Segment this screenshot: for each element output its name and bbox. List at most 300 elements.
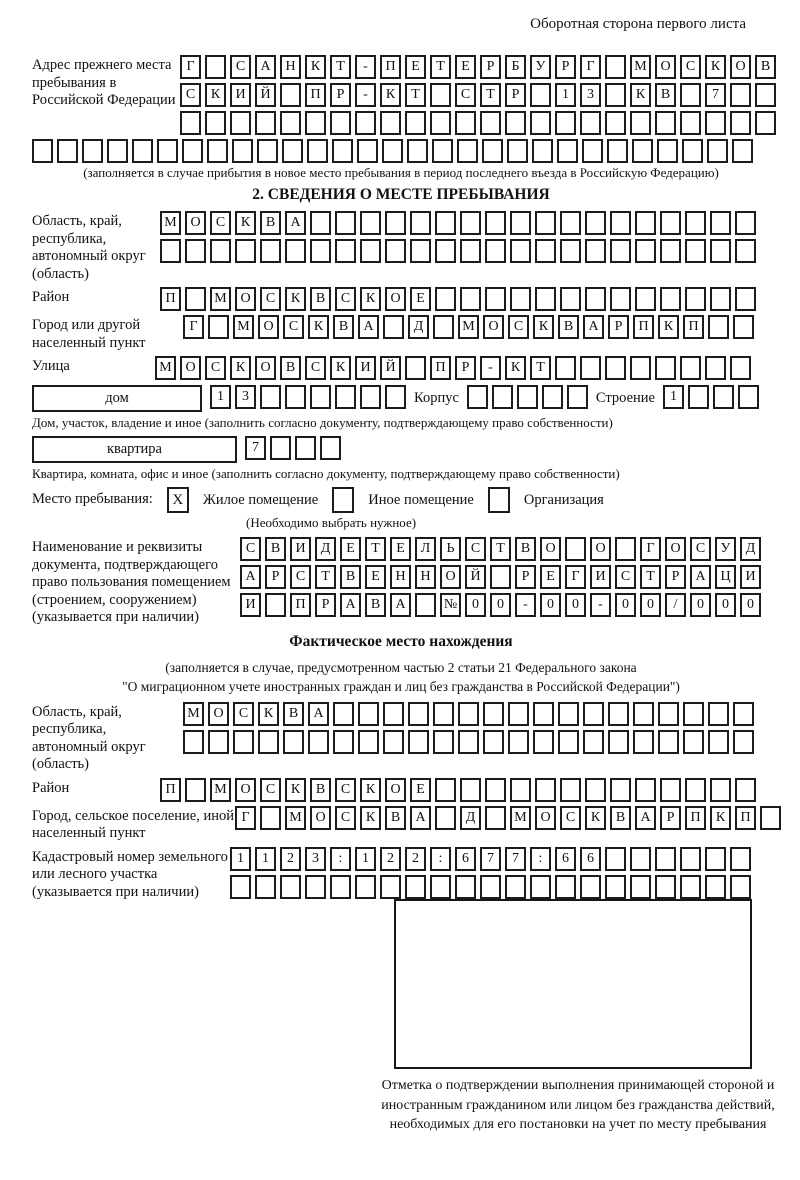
char-box — [730, 847, 751, 871]
char-box — [535, 211, 556, 235]
char-box: А — [240, 565, 261, 589]
char-box — [435, 778, 456, 802]
char-box — [605, 83, 626, 107]
char-box — [485, 806, 506, 830]
char-box: К — [258, 702, 279, 726]
char-box: И — [740, 565, 761, 589]
char-box: Т — [405, 83, 426, 107]
char-box — [208, 315, 229, 339]
char-box — [260, 239, 281, 263]
field-document — [32, 537, 770, 627]
char-box — [608, 730, 629, 754]
char-box: М — [210, 778, 231, 802]
char-box: В — [333, 315, 354, 339]
char-box: А — [358, 315, 379, 339]
char-row-actual-region-1 — [183, 702, 754, 726]
char-box: В — [310, 287, 331, 311]
char-box: С — [283, 315, 304, 339]
char-box — [610, 211, 631, 235]
char-box: К — [360, 806, 381, 830]
char-box — [280, 83, 301, 107]
field-label-street: Улица — [32, 358, 70, 374]
char-box — [483, 702, 504, 726]
char-box: К — [505, 356, 526, 380]
char-box — [585, 778, 606, 802]
char-box — [655, 111, 676, 135]
char-box — [608, 702, 629, 726]
char-box: О — [385, 778, 406, 802]
char-box: О — [483, 315, 504, 339]
char-row-actual-city — [235, 806, 781, 830]
char-box — [635, 287, 656, 311]
char-box — [382, 139, 403, 163]
char-box — [705, 356, 726, 380]
char-box — [655, 356, 676, 380]
char-box — [713, 385, 734, 409]
char-box: 0 — [565, 593, 586, 617]
char-box: С — [233, 702, 254, 726]
char-box — [733, 315, 754, 339]
char-box — [157, 139, 178, 163]
char-box — [358, 730, 379, 754]
char-box — [560, 778, 581, 802]
field-actual-district — [32, 778, 770, 802]
char-box — [383, 702, 404, 726]
char-box: Н — [390, 565, 411, 589]
char-box: 7 — [245, 436, 266, 460]
char-row-document-2 — [240, 565, 761, 589]
house-caption: Дом, участок, владение и иное (заполнить согласно документу, подтверждающему право собственности) — [32, 415, 613, 430]
char-box — [733, 702, 754, 726]
char-box — [658, 730, 679, 754]
char-box: Г — [183, 315, 204, 339]
char-box: И — [230, 83, 251, 107]
char-box: 0 — [740, 593, 761, 617]
char-box — [730, 356, 751, 380]
field-district — [32, 287, 770, 311]
char-box: 7 — [505, 847, 526, 871]
char-box — [232, 139, 253, 163]
char-box: Г — [640, 537, 661, 561]
char-box — [360, 385, 381, 409]
char-box: Г — [180, 55, 201, 79]
char-box: М — [155, 356, 176, 380]
char-box: К — [230, 356, 251, 380]
char-box: Р — [665, 565, 686, 589]
char-box — [610, 239, 631, 263]
char-box: И — [240, 593, 261, 617]
char-box — [330, 111, 351, 135]
char-box: С — [210, 211, 231, 235]
field-label-actual-district: Район — [32, 779, 70, 796]
char-box: М — [510, 806, 531, 830]
actual-region-grid — [183, 702, 754, 754]
char-box — [505, 875, 526, 899]
char-box — [82, 139, 103, 163]
char-box: В — [310, 778, 331, 802]
char-box: П — [685, 806, 706, 830]
field-house — [32, 385, 770, 412]
char-box: К — [285, 287, 306, 311]
char-box — [210, 239, 231, 263]
char-box — [605, 875, 626, 899]
char-box: М — [210, 287, 231, 311]
char-box — [605, 356, 626, 380]
char-box — [208, 730, 229, 754]
checkbox-residential: X — [167, 487, 189, 513]
char-box: 1 — [555, 83, 576, 107]
char-box: В — [265, 537, 286, 561]
char-box: Е — [405, 55, 426, 79]
field-actual-city — [32, 806, 770, 843]
char-box — [530, 111, 551, 135]
char-box: К — [360, 287, 381, 311]
char-box — [560, 211, 581, 235]
char-box: П — [305, 83, 326, 107]
char-box — [508, 702, 529, 726]
char-box: В — [558, 315, 579, 339]
char-box: К — [205, 83, 226, 107]
char-row-house-number — [210, 385, 406, 409]
char-box — [557, 139, 578, 163]
char-box — [683, 702, 704, 726]
char-box — [355, 111, 376, 135]
char-box: П — [633, 315, 654, 339]
char-box — [505, 111, 526, 135]
char-box: Й — [380, 356, 401, 380]
char-box: В — [385, 806, 406, 830]
char-box — [183, 730, 204, 754]
char-box — [485, 211, 506, 235]
char-box — [235, 239, 256, 263]
char-box — [533, 730, 554, 754]
char-box: Т — [480, 83, 501, 107]
char-box: 1 — [210, 385, 231, 409]
char-box: С — [260, 778, 281, 802]
char-box: С — [560, 806, 581, 830]
char-box — [730, 875, 751, 899]
char-box — [435, 806, 456, 830]
char-box: : — [430, 847, 451, 871]
previous-address-caption: (заполняется в случае прибытия в новое место пребывания в период последнего въезда в Российскую Федерацию) — [83, 165, 719, 180]
char-box — [307, 139, 328, 163]
char-box: С — [205, 356, 226, 380]
char-box: Т — [330, 55, 351, 79]
char-box: И — [290, 537, 311, 561]
char-box: П — [160, 287, 181, 311]
char-box: Е — [455, 55, 476, 79]
char-box — [605, 55, 626, 79]
char-box — [735, 287, 756, 311]
char-box — [295, 436, 316, 460]
char-box — [535, 778, 556, 802]
char-box: К — [305, 55, 326, 79]
char-box — [360, 211, 381, 235]
stay-type-label: Место пребывания: — [32, 491, 153, 508]
char-box — [558, 730, 579, 754]
char-box — [485, 287, 506, 311]
char-box — [710, 778, 731, 802]
char-box: И — [355, 356, 376, 380]
char-row-prev-address-3 — [180, 111, 776, 135]
char-box — [383, 730, 404, 754]
char-box: Р — [515, 565, 536, 589]
char-box — [380, 111, 401, 135]
char-box: М — [630, 55, 651, 79]
previous-address-grid — [180, 55, 776, 135]
char-box: А — [410, 806, 431, 830]
char-box — [633, 730, 654, 754]
char-box — [333, 702, 354, 726]
char-box — [582, 139, 603, 163]
char-box: 0 — [640, 593, 661, 617]
char-box — [57, 139, 78, 163]
char-box — [710, 239, 731, 263]
char-box — [320, 436, 341, 460]
char-box — [630, 847, 651, 871]
char-box: 0 — [690, 593, 711, 617]
char-box — [708, 702, 729, 726]
char-box: О — [655, 55, 676, 79]
char-box: Т — [490, 537, 511, 561]
char-box: К — [533, 315, 554, 339]
char-box: - — [355, 83, 376, 107]
char-row-prev-address-4-full — [32, 139, 770, 163]
char-box: - — [355, 55, 376, 79]
char-box: 7 — [480, 847, 501, 871]
char-box — [680, 111, 701, 135]
field-actual-region — [32, 702, 770, 774]
char-box — [635, 239, 656, 263]
char-box — [555, 875, 576, 899]
char-box — [567, 385, 588, 409]
char-box — [610, 778, 631, 802]
char-box — [355, 875, 376, 899]
char-box: Р — [480, 55, 501, 79]
char-box: 0 — [715, 593, 736, 617]
char-box — [685, 239, 706, 263]
field-street — [32, 356, 770, 380]
char-box — [735, 211, 756, 235]
char-box — [755, 83, 776, 107]
apartment-caption: Квартира, комната, офис и иное (заполнить согласно документу, подтверждающему право собственности) — [32, 466, 620, 481]
field-label-region: Область, край, республика, автономный округ (область) — [32, 213, 146, 282]
char-box — [455, 111, 476, 135]
char-box — [760, 806, 781, 830]
char-box: О — [440, 565, 461, 589]
char-box: О — [540, 537, 561, 561]
char-box — [430, 111, 451, 135]
char-box — [492, 385, 513, 409]
char-box — [682, 139, 703, 163]
char-box: В — [755, 55, 776, 79]
char-box — [655, 847, 676, 871]
char-box — [433, 315, 454, 339]
char-box: 1 — [230, 847, 251, 871]
char-row-cadastral-1 — [230, 847, 751, 871]
korpus-label: Корпус — [414, 390, 459, 406]
char-box — [410, 211, 431, 235]
char-box — [683, 730, 704, 754]
char-box: С — [335, 287, 356, 311]
char-box: О — [590, 537, 611, 561]
actual-location-note-2: "О миграционном учете иностранных граждан и лиц без гражданства в Российской Федерации") — [122, 678, 680, 694]
char-box — [308, 730, 329, 754]
char-box: С — [230, 55, 251, 79]
field-label-previous-address: Адрес прежнего места пребывания в Российской Федерации — [32, 57, 176, 108]
char-box — [530, 83, 551, 107]
char-box: О — [235, 778, 256, 802]
char-box: В — [340, 565, 361, 589]
char-box: Е — [365, 565, 386, 589]
char-box: С — [335, 806, 356, 830]
char-box: Т — [365, 537, 386, 561]
char-box: П — [735, 806, 756, 830]
char-row-actual-district — [160, 778, 756, 802]
char-row-stroenie — [663, 385, 759, 409]
char-box: 1 — [663, 385, 684, 409]
char-box: О — [208, 702, 229, 726]
char-box — [335, 211, 356, 235]
char-box: 6 — [580, 847, 601, 871]
char-box — [733, 730, 754, 754]
char-box: 3 — [580, 83, 601, 107]
char-box — [458, 702, 479, 726]
char-box: : — [330, 847, 351, 871]
char-box: О — [258, 315, 279, 339]
checkbox-other-premises — [332, 487, 354, 513]
char-box — [280, 111, 301, 135]
char-box — [708, 730, 729, 754]
page-side-title: Оборотная сторона первого листа — [530, 16, 746, 32]
char-row-prev-address-1 — [180, 55, 776, 79]
char-box: А — [690, 565, 711, 589]
char-row-document-1 — [240, 537, 761, 561]
char-box: В — [283, 702, 304, 726]
char-box — [485, 239, 506, 263]
char-box: У — [530, 55, 551, 79]
char-box — [408, 702, 429, 726]
char-box — [680, 83, 701, 107]
char-box — [738, 385, 759, 409]
char-box: Р — [555, 55, 576, 79]
char-box: П — [683, 315, 704, 339]
char-box: О — [385, 287, 406, 311]
char-box — [685, 287, 706, 311]
char-box: Д — [460, 806, 481, 830]
char-box — [457, 139, 478, 163]
char-box — [530, 875, 551, 899]
char-box — [460, 211, 481, 235]
char-box — [555, 111, 576, 135]
char-box — [630, 875, 651, 899]
char-box: С — [305, 356, 326, 380]
field-label-city: Город или другой населенный пункт — [32, 317, 146, 351]
char-row-district — [160, 287, 756, 311]
char-box: С — [335, 778, 356, 802]
field-stay-type — [32, 487, 770, 513]
char-box — [310, 211, 331, 235]
char-box — [405, 111, 426, 135]
char-box — [542, 385, 563, 409]
char-box — [180, 111, 201, 135]
char-row-korpus — [467, 385, 588, 409]
char-box — [305, 875, 326, 899]
char-box — [490, 565, 511, 589]
char-row-region-2 — [160, 239, 756, 263]
char-box — [335, 239, 356, 263]
char-box — [535, 287, 556, 311]
char-box — [710, 211, 731, 235]
document-grid — [240, 537, 761, 617]
stroenie-label: Строение — [595, 390, 655, 406]
char-box: 7 — [705, 83, 726, 107]
char-box — [607, 139, 628, 163]
char-box — [230, 875, 251, 899]
char-box: Р — [660, 806, 681, 830]
char-box — [260, 806, 281, 830]
char-box: 6 — [555, 847, 576, 871]
char-box: Е — [540, 565, 561, 589]
char-box: Л — [415, 537, 436, 561]
char-box — [580, 875, 601, 899]
char-box — [732, 139, 753, 163]
char-box — [480, 111, 501, 135]
char-box — [383, 315, 404, 339]
char-box: О — [665, 537, 686, 561]
char-box: Р — [505, 83, 526, 107]
char-box — [270, 436, 291, 460]
char-box — [685, 778, 706, 802]
char-box — [510, 211, 531, 235]
char-box — [255, 875, 276, 899]
char-box: К — [658, 315, 679, 339]
char-box: К — [308, 315, 329, 339]
char-box: Т — [530, 356, 551, 380]
char-box — [635, 778, 656, 802]
char-box — [380, 875, 401, 899]
field-label-actual-city: Город, сельское поселение, иной населенный пункт — [32, 807, 235, 841]
char-box — [185, 287, 206, 311]
char-box — [430, 875, 451, 899]
char-box — [357, 139, 378, 163]
char-box: : — [530, 847, 551, 871]
char-box: В — [280, 356, 301, 380]
char-box — [205, 55, 226, 79]
char-box — [605, 847, 626, 871]
char-box: Н — [280, 55, 301, 79]
stamp-area — [394, 899, 770, 1069]
char-box: К — [630, 83, 651, 107]
char-box — [32, 139, 53, 163]
char-box — [560, 239, 581, 263]
char-box: А — [255, 55, 276, 79]
char-box — [605, 111, 626, 135]
char-box: Е — [390, 537, 411, 561]
char-box — [560, 287, 581, 311]
char-box: 3 — [305, 847, 326, 871]
char-box — [485, 778, 506, 802]
field-label-district: Район — [32, 289, 70, 305]
char-box — [615, 537, 636, 561]
char-box: В — [260, 211, 281, 235]
char-box: - — [480, 356, 501, 380]
char-row-city — [183, 315, 754, 339]
char-box — [688, 385, 709, 409]
char-box: О — [730, 55, 751, 79]
char-box: Р — [265, 565, 286, 589]
char-box: 0 — [465, 593, 486, 617]
